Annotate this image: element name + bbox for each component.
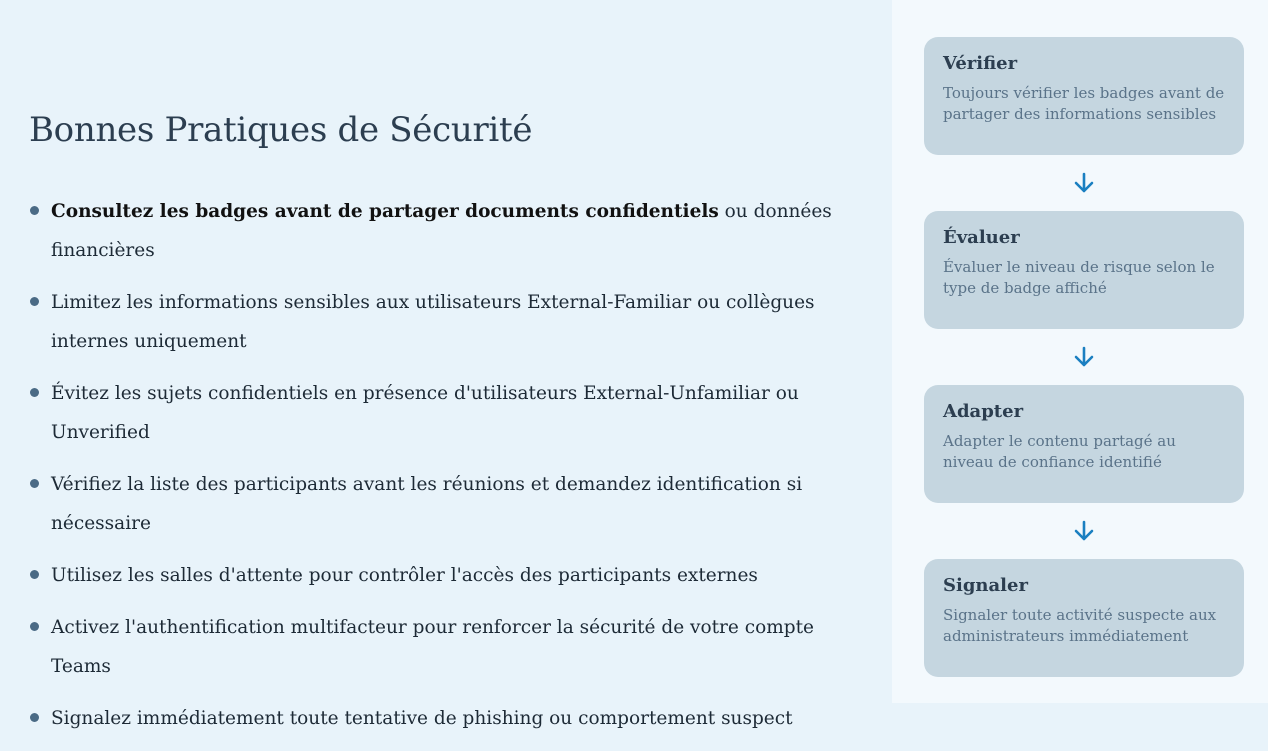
step-card-verify bbox=[924, 37, 1244, 155]
bullet-icon bbox=[30, 297, 39, 306]
list-item-text: Activez l'authentification multifacteur pour renforcer la sécurité de votre compte Teams bbox=[51, 617, 814, 677]
step-description: Adapter le contenu partagé au niveau de confiance identifié bbox=[943, 432, 1176, 471]
list-item bbox=[29, 699, 849, 738]
list-item-text: Signalez immédiatement toute tentative de phishing ou comportement suspect bbox=[51, 708, 793, 729]
list-item-text: Limitez les informations sensibles aux utilisateurs External-Familiar ou collègues internes uniquement bbox=[51, 292, 815, 352]
step-title: Adapter bbox=[943, 401, 1024, 422]
practices-list bbox=[29, 192, 849, 751]
list-item bbox=[29, 192, 849, 270]
list-item bbox=[29, 283, 849, 361]
list-item-bold: Consultez les badges avant de partager documents confidentiels bbox=[51, 201, 719, 222]
bullet-icon bbox=[30, 206, 39, 215]
step-card-report bbox=[924, 559, 1244, 677]
bullet-icon bbox=[30, 479, 39, 488]
list-item bbox=[29, 556, 849, 595]
step-title: Vérifier bbox=[943, 53, 1018, 74]
arrow-down-icon bbox=[1072, 345, 1096, 369]
step-title: Évaluer bbox=[943, 227, 1020, 248]
step-description: Signaler toute activité suspecte aux administrateurs immédiatement bbox=[943, 606, 1217, 645]
step-card-adapt bbox=[924, 385, 1244, 503]
list-item-text: Utilisez les salles d'attente pour contrôler l'accès des participants externes bbox=[51, 565, 758, 586]
list-item bbox=[29, 465, 849, 543]
list-item bbox=[29, 374, 849, 452]
step-card-evaluate bbox=[924, 211, 1244, 329]
list-item bbox=[29, 608, 849, 686]
arrow-down-icon bbox=[1072, 171, 1096, 195]
list-item-text: Évitez les sujets confidentiels en présence d'utilisateurs External-Unfamiliar ou Unverified bbox=[51, 383, 799, 443]
list-item-text: ou données financières bbox=[51, 201, 832, 261]
bullet-icon bbox=[30, 713, 39, 722]
step-title: Signaler bbox=[943, 575, 1028, 596]
arrow-down-icon bbox=[1072, 519, 1096, 543]
step-description: Évaluer le niveau de risque selon le type de badge affiché bbox=[943, 258, 1215, 297]
step-description: Toujours vérifier les badges avant de partager des informations sensibles bbox=[943, 84, 1225, 123]
bullet-icon bbox=[30, 570, 39, 579]
list-item-text: Vérifiez la liste des participants avant les réunions et demandez identification si nécessaire bbox=[51, 474, 803, 534]
bullet-icon bbox=[30, 388, 39, 397]
page-title: Bonnes Pratiques de Sécurité bbox=[29, 110, 533, 150]
bullet-icon bbox=[30, 622, 39, 631]
